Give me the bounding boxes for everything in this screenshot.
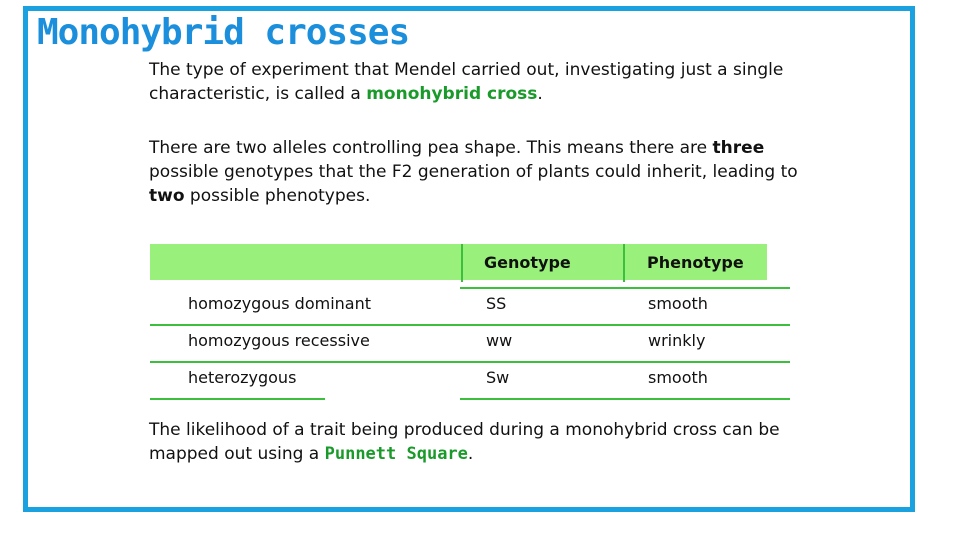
column-divider [623, 244, 625, 282]
row-2-label: homozygous recessive [188, 331, 370, 350]
row-3-genotype: Sw [486, 368, 510, 387]
row-3-label: heterozygous [188, 368, 297, 387]
punnett-square-term: Punnett Square [324, 444, 468, 464]
alleles-paragraph [149, 136, 809, 208]
intro-period: . [537, 84, 543, 104]
intro-text: The type of experiment that Mendel carried out, investigating just a single characteristic, is called a [149, 60, 784, 104]
row-divider [150, 324, 790, 326]
monohybrid-cross-term: monohybrid cross [366, 84, 538, 104]
punnett-text: The likelihood of a trait being produced during a monohybrid cross can be mapped out using a [149, 420, 780, 464]
page-title: Monohybrid crosses [37, 12, 410, 53]
row-2-phenotype: wrinkly [648, 331, 706, 350]
alleles-text-c: possible phenotypes. [184, 186, 371, 206]
punnett-paragraph [149, 418, 809, 466]
alleles-text-a: There are two alleles controlling pea shape. This means there are [149, 138, 713, 158]
row-3-phenotype: smooth [648, 368, 708, 387]
two-emphasis: two [149, 186, 185, 206]
row-1-label: homozygous dominant [188, 294, 372, 313]
intro-paragraph [149, 58, 809, 106]
alleles-text-b: possible genotypes that the F2 generation of plants could inherit, leading to [149, 162, 798, 182]
three-emphasis: three [712, 138, 765, 158]
header-phenotype: Phenotype [647, 253, 744, 272]
row-2-genotype: ww [486, 331, 513, 350]
row-1-genotype: SS [486, 294, 507, 313]
punnett-period: . [467, 444, 474, 464]
row-1-phenotype: smooth [648, 294, 708, 313]
column-divider [461, 244, 463, 282]
row-divider [150, 398, 325, 400]
row-divider [460, 287, 790, 289]
header-genotype: Genotype [484, 253, 571, 272]
row-divider [460, 398, 790, 400]
row-divider [150, 361, 790, 363]
